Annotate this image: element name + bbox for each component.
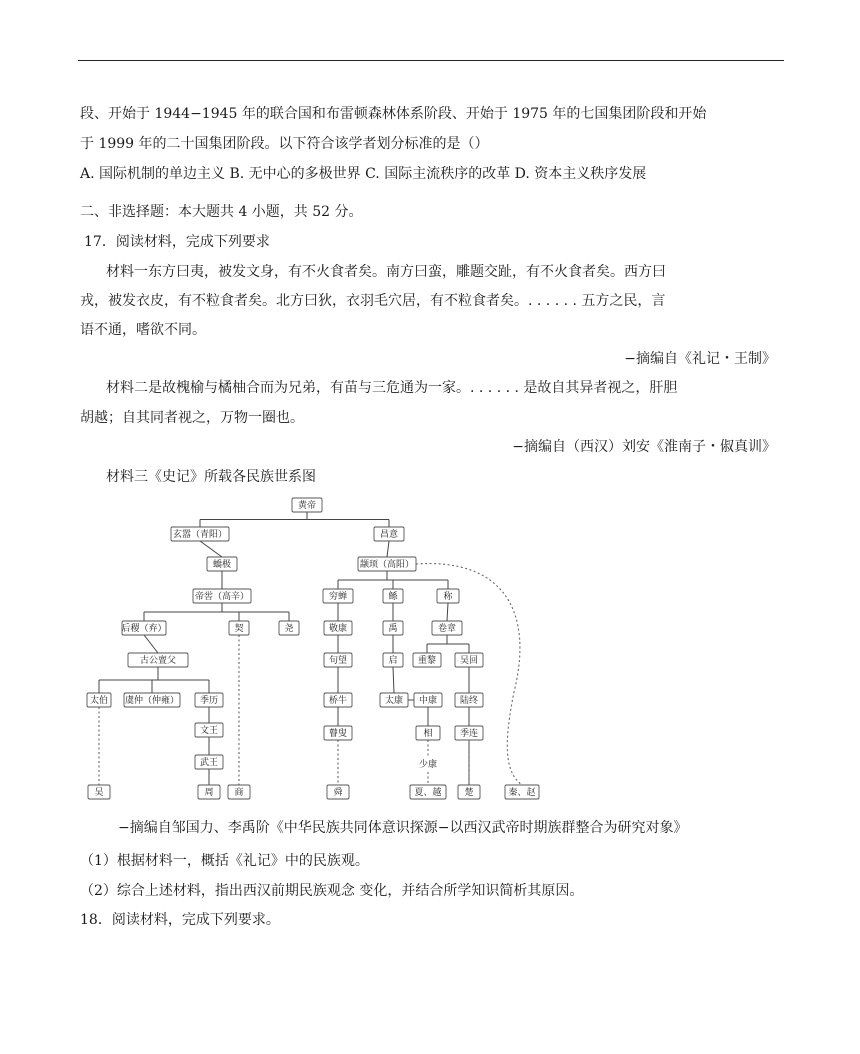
tree-node bbox=[505, 785, 539, 799]
tree-edge bbox=[387, 541, 389, 557]
tree-node bbox=[229, 621, 249, 635]
tree-node bbox=[195, 693, 223, 707]
q16-text-line-2: 于 1999 年的二十国集团阶段。以下符合该学者划分标准的是（） bbox=[80, 136, 489, 152]
tree-node-label: 中康 bbox=[418, 696, 438, 707]
tree-node bbox=[416, 726, 440, 740]
tree-node-label: 颛顼（高阳） bbox=[359, 560, 415, 571]
tree-node bbox=[374, 527, 404, 541]
tree-node-label: 黄帝 bbox=[297, 501, 317, 512]
tree-node-label: 帝喾（高辛） bbox=[194, 592, 250, 603]
tree-node bbox=[88, 785, 110, 799]
tree-node-label: 鲧 bbox=[388, 592, 398, 603]
material-2-source: −摘编自（西汉）刘安《淮南子・俶真训》 bbox=[512, 439, 776, 455]
tree-node-label: 秦、赵 bbox=[508, 788, 536, 799]
tree-node-label: 穷蝉 bbox=[328, 592, 348, 603]
tree-node bbox=[279, 621, 299, 635]
tree-node-label: 尧 bbox=[284, 624, 294, 635]
tree-edge bbox=[144, 635, 158, 653]
tree-node-label: 桥牛 bbox=[328, 696, 348, 707]
tree-node bbox=[414, 693, 442, 707]
tree-node bbox=[324, 621, 352, 635]
tree-node-label: 夏、越 bbox=[414, 788, 442, 799]
tree-node bbox=[292, 498, 322, 512]
tree-node bbox=[121, 621, 166, 635]
requirement-1: （1）根据材料一，概括《礼记》中的民族观。 bbox=[80, 853, 369, 869]
tree-node-label: 契 bbox=[234, 624, 244, 635]
tree-node bbox=[413, 653, 441, 667]
tree-node bbox=[437, 589, 459, 603]
material-1-line-1: 材料一东方曰夷，被发文身，有不火食者矣。南方曰蛮，雕题交趾，有不火食者矣。西方曰 bbox=[106, 264, 666, 280]
tree-edge bbox=[393, 667, 394, 693]
tree-node bbox=[128, 653, 188, 667]
tree-node-label: 季历 bbox=[199, 696, 219, 707]
material-1-line-2: 戎，被发衣皮，有不粒食者矣。北方曰狄，衣羽毛穴居，有不粒食者矣。. . . . . . 五方之民，言 bbox=[80, 293, 666, 309]
tree-node bbox=[207, 557, 237, 571]
tree-node-label: 敬康 bbox=[328, 624, 348, 635]
material-2-line-1: 材料二是故槐榆与橘柚合而为兄弟，有苗与三危通为一家。. . . . . . 是故自其异者视之，肝胆 bbox=[106, 380, 678, 396]
section-heading: 二、非选择题：本大题共 4 小题，共 52 分。 bbox=[80, 204, 363, 220]
tree-node bbox=[383, 621, 403, 635]
tree-node-label: 周 bbox=[204, 788, 214, 799]
tree-node-label: 卷章 bbox=[437, 624, 457, 635]
tree-node bbox=[324, 693, 352, 707]
tree-node bbox=[195, 755, 223, 769]
tree-node-label: 蟜极 bbox=[212, 560, 232, 571]
tree-node bbox=[323, 589, 353, 603]
tree-node-label: 季连 bbox=[459, 729, 479, 740]
tree-node bbox=[324, 653, 352, 667]
tree-node-label: 楚 bbox=[464, 788, 474, 799]
tree-node-label: 相 bbox=[423, 729, 433, 740]
tree-node-label: 吴回 bbox=[459, 656, 479, 667]
tree-node-label: 太康 bbox=[384, 696, 404, 707]
tree-node-label: 后稷（弃） bbox=[121, 624, 167, 635]
tree-node-label: 玄嚣（青阳） bbox=[172, 530, 228, 541]
tree-node bbox=[455, 693, 483, 707]
tree-node bbox=[193, 589, 251, 603]
tree-node-label: 太伯 bbox=[89, 696, 109, 707]
tree-node-label: 商 bbox=[234, 788, 244, 799]
tree-node bbox=[383, 589, 403, 603]
tree-node bbox=[455, 726, 483, 740]
tree-node-label: 称 bbox=[443, 592, 453, 603]
tree-node-label: 启 bbox=[388, 656, 398, 667]
q16-options: A. 国际机制的单边主义 B. 无中心的多极世界 C. 国际主流秩序的改革 D. 资本主义秩序发展 bbox=[80, 166, 647, 182]
material-1-source: −摘编自《礼记・王制》 bbox=[624, 351, 776, 367]
tree-node bbox=[458, 785, 480, 799]
tree-node-label: 文王 bbox=[199, 726, 219, 737]
tree-node-label: 虞仲（仲雍） bbox=[124, 696, 180, 707]
tree-node bbox=[324, 726, 352, 740]
header-rule bbox=[78, 60, 784, 61]
tree-node-label: 昌意 bbox=[379, 530, 399, 541]
requirement-2: （2）综合上述材料，指出西汉前期民族观念 变化，并结合所学知识简析其原因。 bbox=[80, 883, 584, 899]
q18-title: 18．阅读材料，完成下列要求。 bbox=[80, 912, 280, 928]
q16-text-line-1: 段、开始于 1944−1945 年的联合国和布雷顿森林体系阶段、开始于 1975 年的七国集团阶段和开始 bbox=[80, 106, 707, 122]
tree-node bbox=[419, 758, 437, 770]
material-2-line-2: 胡越；自其同者视之，万物一圈也。 bbox=[80, 410, 304, 426]
tree-edge bbox=[200, 541, 222, 557]
tree-node bbox=[87, 693, 111, 707]
tree-node-label: 少康 bbox=[418, 760, 438, 771]
tree-node bbox=[380, 693, 408, 707]
tree-node bbox=[124, 693, 180, 707]
tree-edge bbox=[447, 603, 448, 621]
tree-node-label: 吴 bbox=[94, 788, 104, 799]
tree-node bbox=[198, 785, 220, 799]
tree-node bbox=[358, 557, 416, 571]
q17-title: 17．阅读材料，完成下列要求 bbox=[84, 234, 270, 250]
tree-node bbox=[171, 527, 229, 541]
tree-node bbox=[195, 723, 223, 737]
tree-node bbox=[432, 621, 462, 635]
tree-node-label: 古公亶父 bbox=[139, 656, 177, 667]
tree-node bbox=[455, 653, 483, 667]
tree-node bbox=[410, 785, 446, 799]
material-1-line-3: 语不通，嗜欲不同。 bbox=[80, 322, 206, 338]
material-3-title: 材料三《史记》所载各民族世系图 bbox=[106, 469, 316, 485]
tree-node-label: 句望 bbox=[328, 656, 348, 667]
tree-node-label: 瞽叟 bbox=[328, 729, 348, 740]
material-3-source: −摘编自邹国力、李禹阶《中华民族共同体意识探源−以西汉武帝时期族群整合为研究对象》 bbox=[118, 820, 688, 836]
tree-node-label: 陆终 bbox=[459, 696, 479, 707]
tree-node bbox=[228, 785, 250, 799]
tree-node bbox=[327, 785, 349, 799]
tree-node bbox=[383, 653, 403, 667]
tree-node-label: 舜 bbox=[333, 788, 343, 799]
tree-node-label: 武王 bbox=[199, 758, 219, 769]
genealogy-diagram bbox=[84, 492, 554, 804]
tree-node-label: 禹 bbox=[388, 624, 398, 635]
tree-node-label: 重黎 bbox=[417, 656, 437, 667]
